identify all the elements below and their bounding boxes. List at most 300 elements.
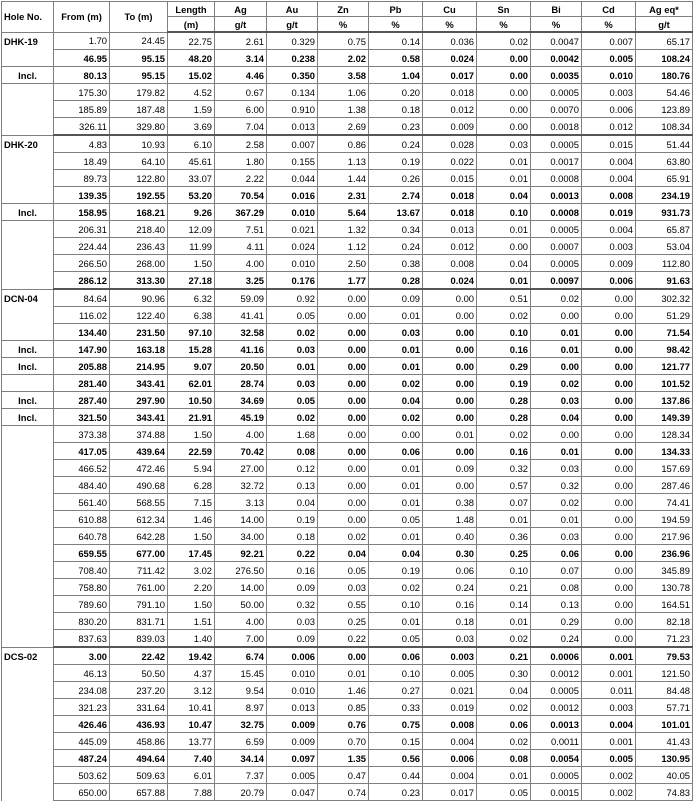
cell-value: 0.19: [477, 375, 531, 392]
included-interval-label: Incl.: [2, 392, 54, 409]
cell-value: 0.19: [369, 562, 423, 579]
cell-value: 0.00: [531, 307, 582, 324]
cell-value: 1.48: [423, 511, 477, 528]
cell-value: 708.40: [54, 562, 110, 579]
cell-value: 0.09: [423, 460, 477, 477]
cell-value: 4.00: [215, 613, 267, 630]
cell-value: 0.09: [267, 579, 318, 596]
table-row: [2, 153, 693, 170]
cell-value: 0.01: [369, 460, 423, 477]
included-interval-label: Incl.: [2, 67, 54, 84]
cell-value: 32.72: [215, 477, 267, 494]
cell-value: 640.78: [54, 528, 110, 545]
cell-value: 659.55: [54, 545, 110, 562]
cell-value: 0.28: [477, 392, 531, 409]
table-row: [2, 545, 693, 562]
cell-value: 0.0013: [531, 716, 582, 733]
cell-value: 0.097: [267, 750, 318, 767]
cell-value: 0.036: [423, 32, 477, 50]
cell-value: 1.50: [168, 528, 215, 545]
cell-value: 0.25: [477, 545, 531, 562]
hole-number-empty: [2, 716, 54, 733]
column-header: Hole No.: [2, 2, 54, 33]
cell-value: 0.01: [369, 358, 423, 375]
cell-value: 0.70: [318, 733, 369, 750]
cell-value: 0.006: [267, 647, 318, 665]
cell-value: 329.80: [110, 118, 168, 136]
cell-value: 0.01: [423, 426, 477, 443]
cell-value: 0.024: [267, 238, 318, 255]
table-row: [2, 341, 693, 358]
cell-value: 71.23: [636, 630, 693, 648]
table-row: [2, 647, 693, 665]
cell-value: 6.59: [215, 733, 267, 750]
cell-value: 0.017: [423, 67, 477, 84]
cell-value: 3.25: [215, 272, 267, 290]
cell-value: 0.00: [423, 341, 477, 358]
cell-value: 503.62: [54, 767, 110, 784]
cell-value: 0.02: [318, 528, 369, 545]
cell-value: 0.02: [477, 630, 531, 648]
cell-value: 192.55: [110, 187, 168, 204]
cell-value: 0.00: [582, 409, 636, 426]
cell-value: 0.13: [531, 596, 582, 613]
cell-value: 0.008: [423, 255, 477, 272]
cell-value: 15.45: [215, 665, 267, 682]
cell-value: 0.003: [582, 84, 636, 101]
cell-value: 3.00: [54, 647, 110, 665]
header-label-row: [2, 2, 693, 17]
cell-value: 0.01: [477, 170, 531, 187]
hole-number-empty: [2, 613, 54, 630]
cell-value: 65.17: [636, 32, 693, 50]
cell-value: 0.01: [369, 341, 423, 358]
cell-value: 0.28: [477, 409, 531, 426]
cell-value: 0.18: [369, 101, 423, 118]
cell-value: 436.93: [110, 716, 168, 733]
cell-value: 101.01: [636, 716, 693, 733]
cell-value: 0.0097: [531, 272, 582, 290]
cell-value: 0.04: [369, 545, 423, 562]
cell-value: 0.010: [267, 682, 318, 699]
cell-value: 0.32: [531, 477, 582, 494]
cell-value: 11.99: [168, 238, 215, 255]
table-row: [2, 272, 693, 290]
cell-value: 4.11: [215, 238, 267, 255]
cell-value: 0.00: [582, 528, 636, 545]
cell-value: 2.74: [369, 187, 423, 204]
cell-value: 45.61: [168, 153, 215, 170]
cell-value: 0.23: [369, 784, 423, 801]
column-unit: (m): [168, 17, 215, 33]
cell-value: 20.79: [215, 784, 267, 801]
cell-value: 0.0054: [531, 750, 582, 767]
cell-value: 79.53: [636, 647, 693, 665]
table-row: [2, 699, 693, 716]
cell-value: 321.50: [54, 409, 110, 426]
cell-value: 62.01: [168, 375, 215, 392]
cell-value: 24.45: [110, 32, 168, 50]
cell-value: 0.006: [582, 272, 636, 290]
cell-value: 343.41: [110, 409, 168, 426]
cell-value: 0.02: [477, 307, 531, 324]
cell-value: 217.96: [636, 528, 693, 545]
cell-value: 0.01: [531, 324, 582, 341]
cell-value: 0.05: [369, 511, 423, 528]
cell-value: 3.14: [215, 50, 267, 67]
column-header: From (m): [54, 2, 110, 33]
cell-value: 0.40: [423, 528, 477, 545]
hole-number-empty: [2, 596, 54, 613]
cell-value: 130.95: [636, 750, 693, 767]
cell-value: 0.00: [582, 443, 636, 460]
cell-value: 0.018: [423, 187, 477, 204]
cell-value: 33.07: [168, 170, 215, 187]
cell-value: 0.86: [318, 135, 369, 153]
cell-value: 831.71: [110, 613, 168, 630]
cell-value: 0.75: [318, 32, 369, 50]
cell-value: 32.58: [215, 324, 267, 341]
cell-value: 0.005: [582, 750, 636, 767]
cell-value: 0.012: [423, 101, 477, 118]
cell-value: 0.10: [477, 204, 531, 221]
cell-value: 0.019: [423, 699, 477, 716]
cell-value: 0.009: [267, 733, 318, 750]
cell-value: 0.55: [318, 596, 369, 613]
table-row: [2, 409, 693, 426]
column-unit: %: [423, 17, 477, 33]
cell-value: 0.02: [531, 494, 582, 511]
cell-value: 0.10: [477, 562, 531, 579]
cell-value: 0.00: [477, 101, 531, 118]
cell-value: 224.44: [54, 238, 110, 255]
cell-value: 0.06: [369, 647, 423, 665]
cell-value: 122.40: [110, 307, 168, 324]
cell-value: 0.001: [582, 647, 636, 665]
table-row: [2, 477, 693, 494]
cell-value: 9.07: [168, 358, 215, 375]
cell-value: 287.46: [636, 477, 693, 494]
cell-value: 0.29: [531, 613, 582, 630]
cell-value: 313.30: [110, 272, 168, 290]
cell-value: 0.02: [267, 324, 318, 341]
cell-value: 0.008: [423, 716, 477, 733]
cell-value: 64.10: [110, 153, 168, 170]
cell-value: 0.02: [531, 375, 582, 392]
cell-value: 90.96: [110, 289, 168, 307]
cell-value: 0.07: [477, 494, 531, 511]
cell-value: 0.024: [423, 272, 477, 290]
cell-value: 0.004: [582, 221, 636, 238]
cell-value: 0.00: [582, 392, 636, 409]
cell-value: 0.16: [477, 341, 531, 358]
cell-value: 0.76: [318, 716, 369, 733]
cell-value: 218.40: [110, 221, 168, 238]
cell-value: 0.00: [423, 324, 477, 341]
cell-value: 0.044: [267, 170, 318, 187]
cell-value: 0.18: [267, 528, 318, 545]
cell-value: 0.06: [369, 443, 423, 460]
cell-value: 0.00: [423, 289, 477, 307]
column-header: Ag: [215, 2, 267, 17]
cell-value: 1.40: [168, 630, 215, 648]
cell-value: 234.19: [636, 187, 693, 204]
cell-value: 1.32: [318, 221, 369, 238]
table-row: [2, 682, 693, 699]
cell-value: 0.03: [477, 135, 531, 153]
cell-value: 789.60: [54, 596, 110, 613]
cell-value: 0.006: [423, 750, 477, 767]
cell-value: 466.52: [54, 460, 110, 477]
cell-value: 0.011: [582, 682, 636, 699]
cell-value: 281.40: [54, 375, 110, 392]
cell-value: 0.001: [582, 665, 636, 682]
cell-value: 1.68: [267, 426, 318, 443]
cell-value: 4.37: [168, 665, 215, 682]
cell-value: 9.26: [168, 204, 215, 221]
cell-value: 612.34: [110, 511, 168, 528]
cell-value: 374.88: [110, 426, 168, 443]
cell-value: 0.019: [582, 204, 636, 221]
cell-value: 0.238: [267, 50, 318, 67]
cell-value: 0.04: [369, 392, 423, 409]
cell-value: 122.80: [110, 170, 168, 187]
cell-value: 34.69: [215, 392, 267, 409]
cell-value: 46.13: [54, 665, 110, 682]
column-header: Ag eq*: [636, 2, 693, 17]
cell-value: 3.02: [168, 562, 215, 579]
cell-value: 92.21: [215, 545, 267, 562]
cell-value: 0.02: [477, 733, 531, 750]
cell-value: 0.00: [318, 426, 369, 443]
cell-value: 4.46: [215, 67, 267, 84]
cell-value: 0.01: [369, 477, 423, 494]
cell-value: 0.10: [369, 665, 423, 682]
hole-number-empty: [2, 84, 54, 101]
cell-value: 1.13: [318, 153, 369, 170]
cell-value: 63.80: [636, 153, 693, 170]
hole-number: DHK-19: [2, 32, 54, 50]
cell-value: 0.02: [477, 426, 531, 443]
cell-value: 0.03: [267, 375, 318, 392]
cell-value: 0.008: [582, 187, 636, 204]
cell-value: 0.44: [369, 767, 423, 784]
cell-value: 205.88: [54, 358, 110, 375]
cell-value: 71.54: [636, 324, 693, 341]
cell-value: 7.37: [215, 767, 267, 784]
cell-value: 0.018: [423, 84, 477, 101]
cell-value: 0.047: [267, 784, 318, 801]
cell-value: 128.34: [636, 426, 693, 443]
cell-value: 0.02: [531, 289, 582, 307]
cell-value: 0.004: [423, 767, 477, 784]
cell-value: 0.04: [267, 494, 318, 511]
cell-value: 12.09: [168, 221, 215, 238]
table-row: [2, 32, 693, 50]
table-row: [2, 426, 693, 443]
table-row: [2, 255, 693, 272]
cell-value: 0.03: [267, 613, 318, 630]
cell-value: 51.29: [636, 307, 693, 324]
cell-value: 5.94: [168, 460, 215, 477]
cell-value: 0.013: [267, 118, 318, 136]
cell-value: 236.96: [636, 545, 693, 562]
cell-value: 0.0035: [531, 67, 582, 84]
cell-value: 134.40: [54, 324, 110, 341]
column-unit: %: [582, 17, 636, 33]
cell-value: 0.00: [318, 460, 369, 477]
cell-value: 0.0013: [531, 187, 582, 204]
cell-value: 642.28: [110, 528, 168, 545]
cell-value: 0.012: [582, 118, 636, 136]
cell-value: 13.77: [168, 733, 215, 750]
cell-value: 22.75: [168, 32, 215, 50]
cell-value: 0.00: [582, 596, 636, 613]
cell-value: 0.00: [582, 324, 636, 341]
hole-number-empty: [2, 767, 54, 784]
cell-value: 19.42: [168, 647, 215, 665]
cell-value: 0.00: [318, 392, 369, 409]
cell-value: 7.51: [215, 221, 267, 238]
cell-value: 0.00: [318, 443, 369, 460]
cell-value: 7.88: [168, 784, 215, 801]
table-row: [2, 750, 693, 767]
hole-number-empty: [2, 221, 54, 238]
column-unit: %: [531, 17, 582, 33]
cell-value: 0.0017: [531, 153, 582, 170]
cell-value: 40.05: [636, 767, 693, 784]
cell-value: 0.09: [267, 630, 318, 648]
cell-value: 41.43: [636, 733, 693, 750]
cell-value: 0.00: [318, 358, 369, 375]
included-interval-label: Incl.: [2, 204, 54, 221]
cell-value: 84.64: [54, 289, 110, 307]
cell-value: 130.78: [636, 579, 693, 596]
hole-number-empty: [2, 272, 54, 290]
cell-value: 326.11: [54, 118, 110, 136]
cell-value: 0.32: [267, 596, 318, 613]
cell-value: 0.05: [369, 630, 423, 648]
cell-value: 34.14: [215, 750, 267, 767]
cell-value: 0.004: [423, 733, 477, 750]
cell-value: 108.24: [636, 50, 693, 67]
cell-value: 0.22: [318, 630, 369, 648]
cell-value: 0.00: [477, 84, 531, 101]
cell-value: 14.00: [215, 511, 267, 528]
cell-value: 0.003: [582, 699, 636, 716]
cell-value: 0.03: [423, 630, 477, 648]
cell-value: 1.46: [168, 511, 215, 528]
cell-value: 2.31: [318, 187, 369, 204]
cell-value: 0.03: [318, 579, 369, 596]
cell-value: 65.91: [636, 170, 693, 187]
cell-value: 0.001: [582, 733, 636, 750]
cell-value: 0.75: [369, 716, 423, 733]
cell-value: 0.024: [423, 50, 477, 67]
cell-value: 0.09: [369, 289, 423, 307]
cell-value: 0.00: [477, 118, 531, 136]
cell-value: 0.002: [582, 767, 636, 784]
cell-value: 0.013: [423, 221, 477, 238]
cell-value: 0.04: [477, 682, 531, 699]
cell-value: 0.04: [477, 187, 531, 204]
cell-value: 6.01: [168, 767, 215, 784]
cell-value: 0.01: [477, 511, 531, 528]
cell-value: 7.40: [168, 750, 215, 767]
table-row: [2, 443, 693, 460]
hole-number-empty: [2, 579, 54, 596]
cell-value: 6.00: [215, 101, 267, 118]
cell-value: 0.0008: [531, 170, 582, 187]
table-row: [2, 630, 693, 648]
cell-value: 164.51: [636, 596, 693, 613]
cell-value: 0.017: [423, 784, 477, 801]
cell-value: 286.12: [54, 272, 110, 290]
cell-value: 20.50: [215, 358, 267, 375]
cell-value: 0.00: [582, 511, 636, 528]
hole-number-empty: [2, 733, 54, 750]
hole-number-empty: [2, 750, 54, 767]
table-row: [2, 767, 693, 784]
hole-number-empty: [2, 255, 54, 272]
cell-value: 0.05: [267, 307, 318, 324]
table-row: [2, 307, 693, 324]
hole-number-empty: [2, 545, 54, 562]
cell-value: 837.63: [54, 630, 110, 648]
hole-number-empty: [2, 562, 54, 579]
cell-value: 54.46: [636, 84, 693, 101]
cell-value: 0.176: [267, 272, 318, 290]
cell-value: 0.12: [267, 460, 318, 477]
cell-value: 0.07: [531, 562, 582, 579]
cell-value: 28.74: [215, 375, 267, 392]
cell-value: 7.15: [168, 494, 215, 511]
cell-value: 0.350: [267, 67, 318, 84]
cell-value: 41.41: [215, 307, 267, 324]
cell-value: 297.90: [110, 392, 168, 409]
column-header: Zn: [318, 2, 369, 17]
table-row: [2, 358, 693, 375]
cell-value: 0.01: [369, 307, 423, 324]
table-row: [2, 613, 693, 630]
cell-value: 0.21: [477, 579, 531, 596]
cell-value: 0.00: [318, 477, 369, 494]
cell-value: 0.004: [582, 716, 636, 733]
cell-value: 0.18: [423, 613, 477, 630]
hole-number-empty: [2, 238, 54, 255]
cell-value: 0.00: [423, 409, 477, 426]
cell-value: 137.86: [636, 392, 693, 409]
table-row: [2, 562, 693, 579]
cell-value: 95.15: [110, 67, 168, 84]
table-row: [2, 665, 693, 682]
cell-value: 34.00: [215, 528, 267, 545]
cell-value: 0.015: [582, 135, 636, 153]
cell-value: 0.022: [423, 153, 477, 170]
hole-number-empty: [2, 118, 54, 136]
table-row: [2, 101, 693, 118]
cell-value: 0.00: [582, 545, 636, 562]
column-header: Cu: [423, 2, 477, 17]
cell-value: 10.50: [168, 392, 215, 409]
cell-value: 0.00: [582, 460, 636, 477]
cell-value: 6.28: [168, 477, 215, 494]
cell-value: 373.38: [54, 426, 110, 443]
table-row: [2, 170, 693, 187]
cell-value: 98.42: [636, 341, 693, 358]
cell-value: 84.48: [636, 682, 693, 699]
column-unit: g/t: [267, 17, 318, 33]
